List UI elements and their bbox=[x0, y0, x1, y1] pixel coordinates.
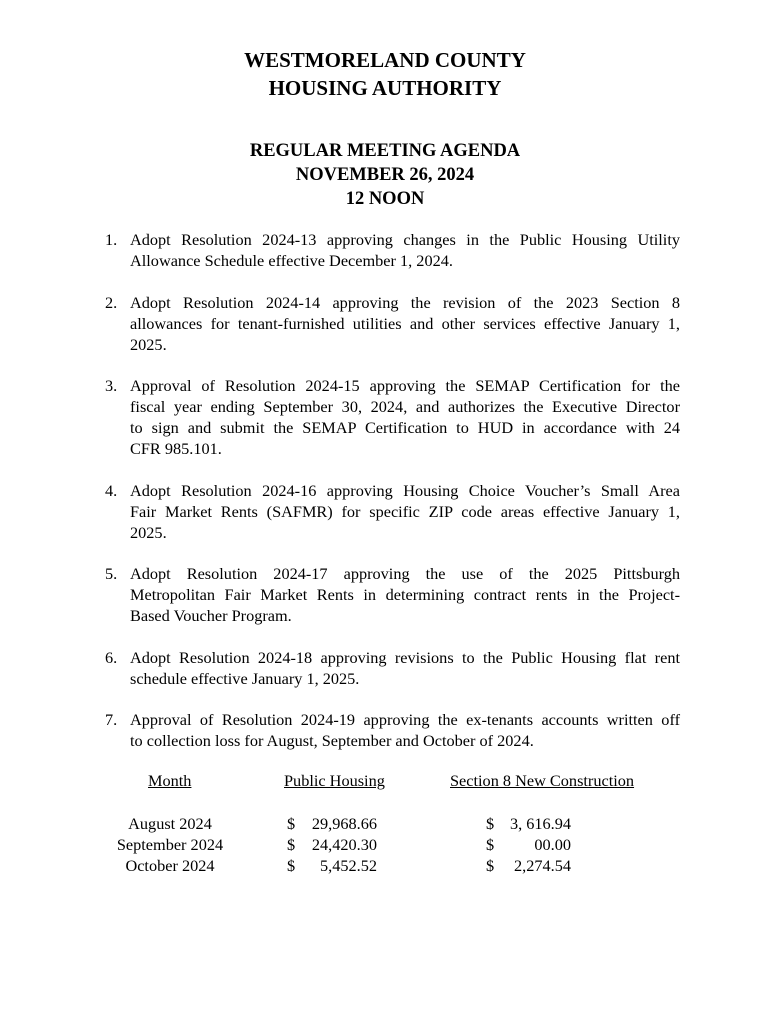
item-text-line: Approval of Resolution 2024-15 approving the SEMAP Certification for the bbox=[130, 376, 680, 395]
org-name-line1: WESTMORELAND COUNTY bbox=[244, 48, 526, 72]
item-text-line: CFR 985.101. bbox=[130, 439, 222, 458]
item-spacer bbox=[105, 271, 680, 292]
org-name-line2: HOUSING AUTHORITY bbox=[268, 76, 502, 100]
item-spacer bbox=[105, 459, 680, 480]
table-row bbox=[0, 813, 770, 834]
item-number: 7. bbox=[105, 710, 118, 729]
section8-amount: 00.00 bbox=[534, 835, 571, 854]
month-cell: August 2024 bbox=[128, 814, 212, 833]
month-cell: October 2024 bbox=[125, 856, 215, 875]
section8-dollar-sign: $ bbox=[486, 856, 495, 875]
section8-amount: 3, 616.94 bbox=[509, 814, 571, 833]
table-row bbox=[0, 834, 770, 855]
agenda-item bbox=[105, 647, 680, 689]
item-text-line: Adopt Resolution 2024-14 approving the revision of the 2023 Section 8 bbox=[130, 292, 680, 312]
col-header-public-housing: Public Housing bbox=[284, 771, 385, 790]
table-row bbox=[0, 855, 770, 876]
item-text-line: Adopt Resolution 2024-13 approving changes in the Public Housing Utility bbox=[130, 230, 680, 249]
item-text-line: to sign and submit the SEMAP Certification to HUD in accordance with 24 bbox=[130, 418, 680, 437]
item-spacer bbox=[105, 689, 680, 710]
item-text-line: to collection loss for August, September and October of 2024. bbox=[130, 731, 534, 750]
public-housing-amount: 24,420.30 bbox=[311, 835, 377, 854]
agenda-item bbox=[105, 563, 680, 626]
public-housing-amount: 29,968.66 bbox=[311, 814, 377, 833]
public-housing-dollar-sign: $ bbox=[287, 814, 296, 833]
item-spacer bbox=[105, 355, 680, 376]
agenda-title: REGULAR MEETING AGENDA bbox=[249, 141, 521, 161]
item-number: 4. bbox=[105, 480, 118, 500]
agenda-item bbox=[105, 292, 680, 355]
month-cell: September 2024 bbox=[116, 835, 224, 854]
item-number: 2. bbox=[105, 292, 118, 312]
public-housing-dollar-sign: $ bbox=[287, 835, 296, 854]
item-text-line: Adopt Resolution 2024-17 approving the use of the 2025 Pittsburgh bbox=[130, 564, 680, 583]
item-text-line: Allowance Schedule effective December 1, 2024. bbox=[130, 251, 453, 270]
agenda-heading bbox=[0, 139, 770, 211]
item-spacer bbox=[105, 626, 680, 647]
item-text-line: 2025. bbox=[130, 522, 167, 542]
col-header-month: Month bbox=[148, 771, 192, 790]
item-number: 1. bbox=[105, 230, 118, 249]
item-text-line: Adopt Resolution 2024-18 approving revisions to the Public Housing flat rent bbox=[130, 647, 680, 667]
agenda-date: NOVEMBER 26, 2024 bbox=[295, 165, 475, 185]
item-spacer bbox=[105, 543, 680, 564]
section8-dollar-sign: $ bbox=[486, 814, 495, 833]
item-number: 5. bbox=[105, 564, 118, 583]
organization-title bbox=[0, 46, 770, 102]
item-number: 6. bbox=[105, 647, 118, 667]
item-text-line: 2025. bbox=[130, 334, 167, 354]
item-text-line: Adopt Resolution 2024-16 approving Housing Choice Voucher’s Small Area bbox=[130, 480, 680, 500]
item-text-line: Fair Market Rents (SAFMR) for specific ZIP code areas effective January 1, bbox=[130, 501, 680, 521]
agenda-item bbox=[105, 375, 680, 459]
item-text-line: fiscal year ending September 30, 2024, and authorizes the Executive Director bbox=[130, 397, 680, 416]
item-text-line: Metropolitan Fair Market Rents in determining contract rents in the Project- bbox=[130, 585, 680, 604]
item-text-line: Based Voucher Program. bbox=[130, 606, 292, 625]
agenda-item bbox=[105, 709, 680, 751]
agenda-time: 12 NOON bbox=[345, 189, 425, 209]
agenda-items-list bbox=[105, 229, 680, 751]
col-header-section8: Section 8 New Construction bbox=[450, 771, 635, 790]
agenda-item bbox=[105, 480, 680, 543]
section8-amount: 2,274.54 bbox=[514, 856, 571, 875]
item-text-line: schedule effective January 1, 2025. bbox=[130, 668, 360, 688]
item-text-line: allowances for tenant-furnished utilities and other services effective January 1, bbox=[130, 313, 680, 333]
public-housing-dollar-sign: $ bbox=[287, 856, 296, 875]
agenda-item bbox=[105, 229, 680, 271]
item-number: 3. bbox=[105, 376, 118, 395]
section8-dollar-sign: $ bbox=[486, 835, 495, 854]
item-text-line: Approval of Resolution 2024-19 approving the ex-tenants accounts written off bbox=[130, 710, 680, 729]
public-housing-amount: 5,452.52 bbox=[320, 856, 377, 875]
